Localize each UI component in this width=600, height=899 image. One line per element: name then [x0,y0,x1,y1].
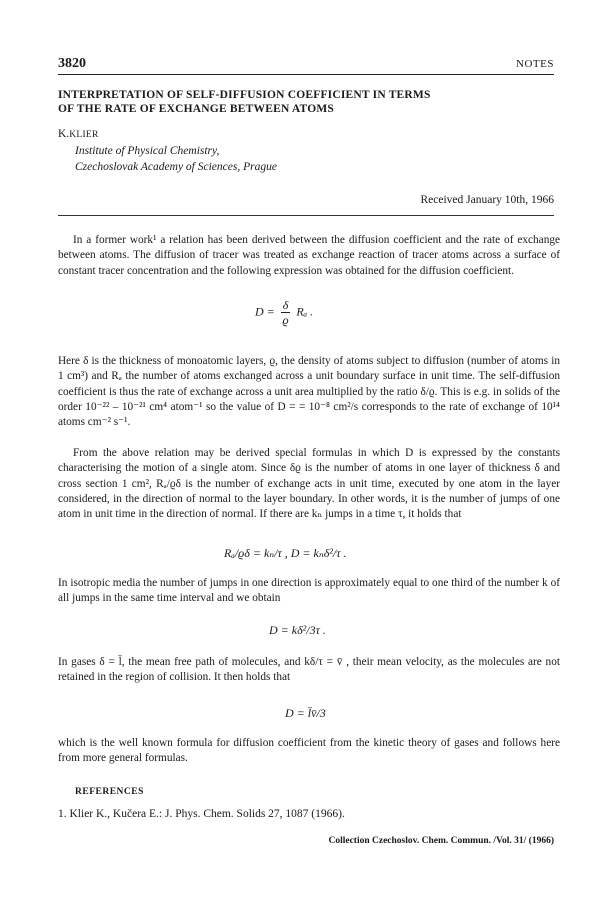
paragraph-4: In isotropic media the number of jumps in one direction is approximately equal to one third of the number k of all jumps in the same time interval and we obtain [58,577,560,605]
section-label: NOTES [516,58,554,70]
equation-1 [255,298,313,327]
equation-2: Rₐ/ϱδ = kₙ/τ , D = kₙδ²/τ . [224,546,347,560]
equation-1-denominator: ϱ [282,313,289,327]
header-divider [58,215,554,216]
equation-3: D = kδ²/3τ . [269,623,326,637]
reference-item-1: 1. Klier K., Kučera E.: J. Phys. Chem. Solids 27, 1087 (1966). [58,808,345,820]
received-date: Received January 10th, 1966 [420,194,554,206]
equation-1-fraction [281,298,291,327]
page-number: 3820 [58,56,86,71]
author-name [58,128,99,140]
author-surname: KLIER [69,130,99,140]
paragraph-3: From the above relation may be derived special formulas in which D is expressed by the constants characterising the motion of a single atom. Since δϱ is the number of atoms in one layer of thickness δ and cross section 1 cm², Rₐ/ϱδ is the number of exchange acts in unit time, executed by one atom in the layer considered, in the direction of normal to the layer boundary. In other words, it is the number of jumps of one atom in unit time in the direction of normal. If there are kₙ jumps in a time τ, it holds that [58,447,560,521]
paragraph-2: Here δ is the thickness of monoatomic layers, ϱ, the density of atoms subject to diffusion (number of atoms in 1 cm³) and Rₐ the number of atoms exchanged across a unit boundary surface in unit time. The self-diffusion coefficient is thus the rate of exchange across a unit area multiplied by the ratio δ/ϱ. This is e.g. in solids of the order 10⁻²² – 10⁻²¹ cm⁴ atom⁻¹ so the value of D = = 10⁻⁸ cm²/s corresponds to the rate of exchange of 10¹⁴ atoms cm⁻² s⁻¹. [58,355,560,429]
affiliation-line-1: Institute of Physical Chemistry, [75,145,220,157]
equation-1-lhs: D = [255,304,275,319]
article-title-line-1: INTERPRETATION OF SELF-DIFFUSION COEFFICIENT IN TERMS [58,89,431,101]
paragraph-5: In gases δ = l̄, the mean free path of molecules, and kδ/τ = v̄ , their mean velocity, as the molecules are not retained in the region of collision. It then holds that [58,656,560,684]
equation-4: D = l̄v̄/3 [285,706,326,720]
paragraph-6: which is the well known formula for diffusion coefficient from the kinetic theory of gases and follows here from more general formulas. [58,737,560,765]
journal-footer: Collection Czechoslov. Chem. Commun. /Vol. 31/ (1966) [328,836,554,846]
affiliation-line-2: Czechoslovak Academy of Sciences, Prague [75,161,277,173]
equation-1-numerator: δ [282,298,289,312]
article-title-line-2: OF THE RATE OF EXCHANGE BETWEEN ATOMS [58,103,334,115]
paragraph-1: In a former work¹ a relation has been derived between the diffusion coefficient and the rate of exchange between atoms. The diffusion of tracer was treated as exchange reaction of tracer atoms across a surface of constant tracer concentration and the following expression was obtained for the diffusion coefficient. [58,234,560,277]
equation-1-rhs: Rₐ . [296,304,314,319]
running-header [58,56,554,75]
author-initial: K. [58,128,70,140]
references-heading: REFERENCES [75,787,144,797]
